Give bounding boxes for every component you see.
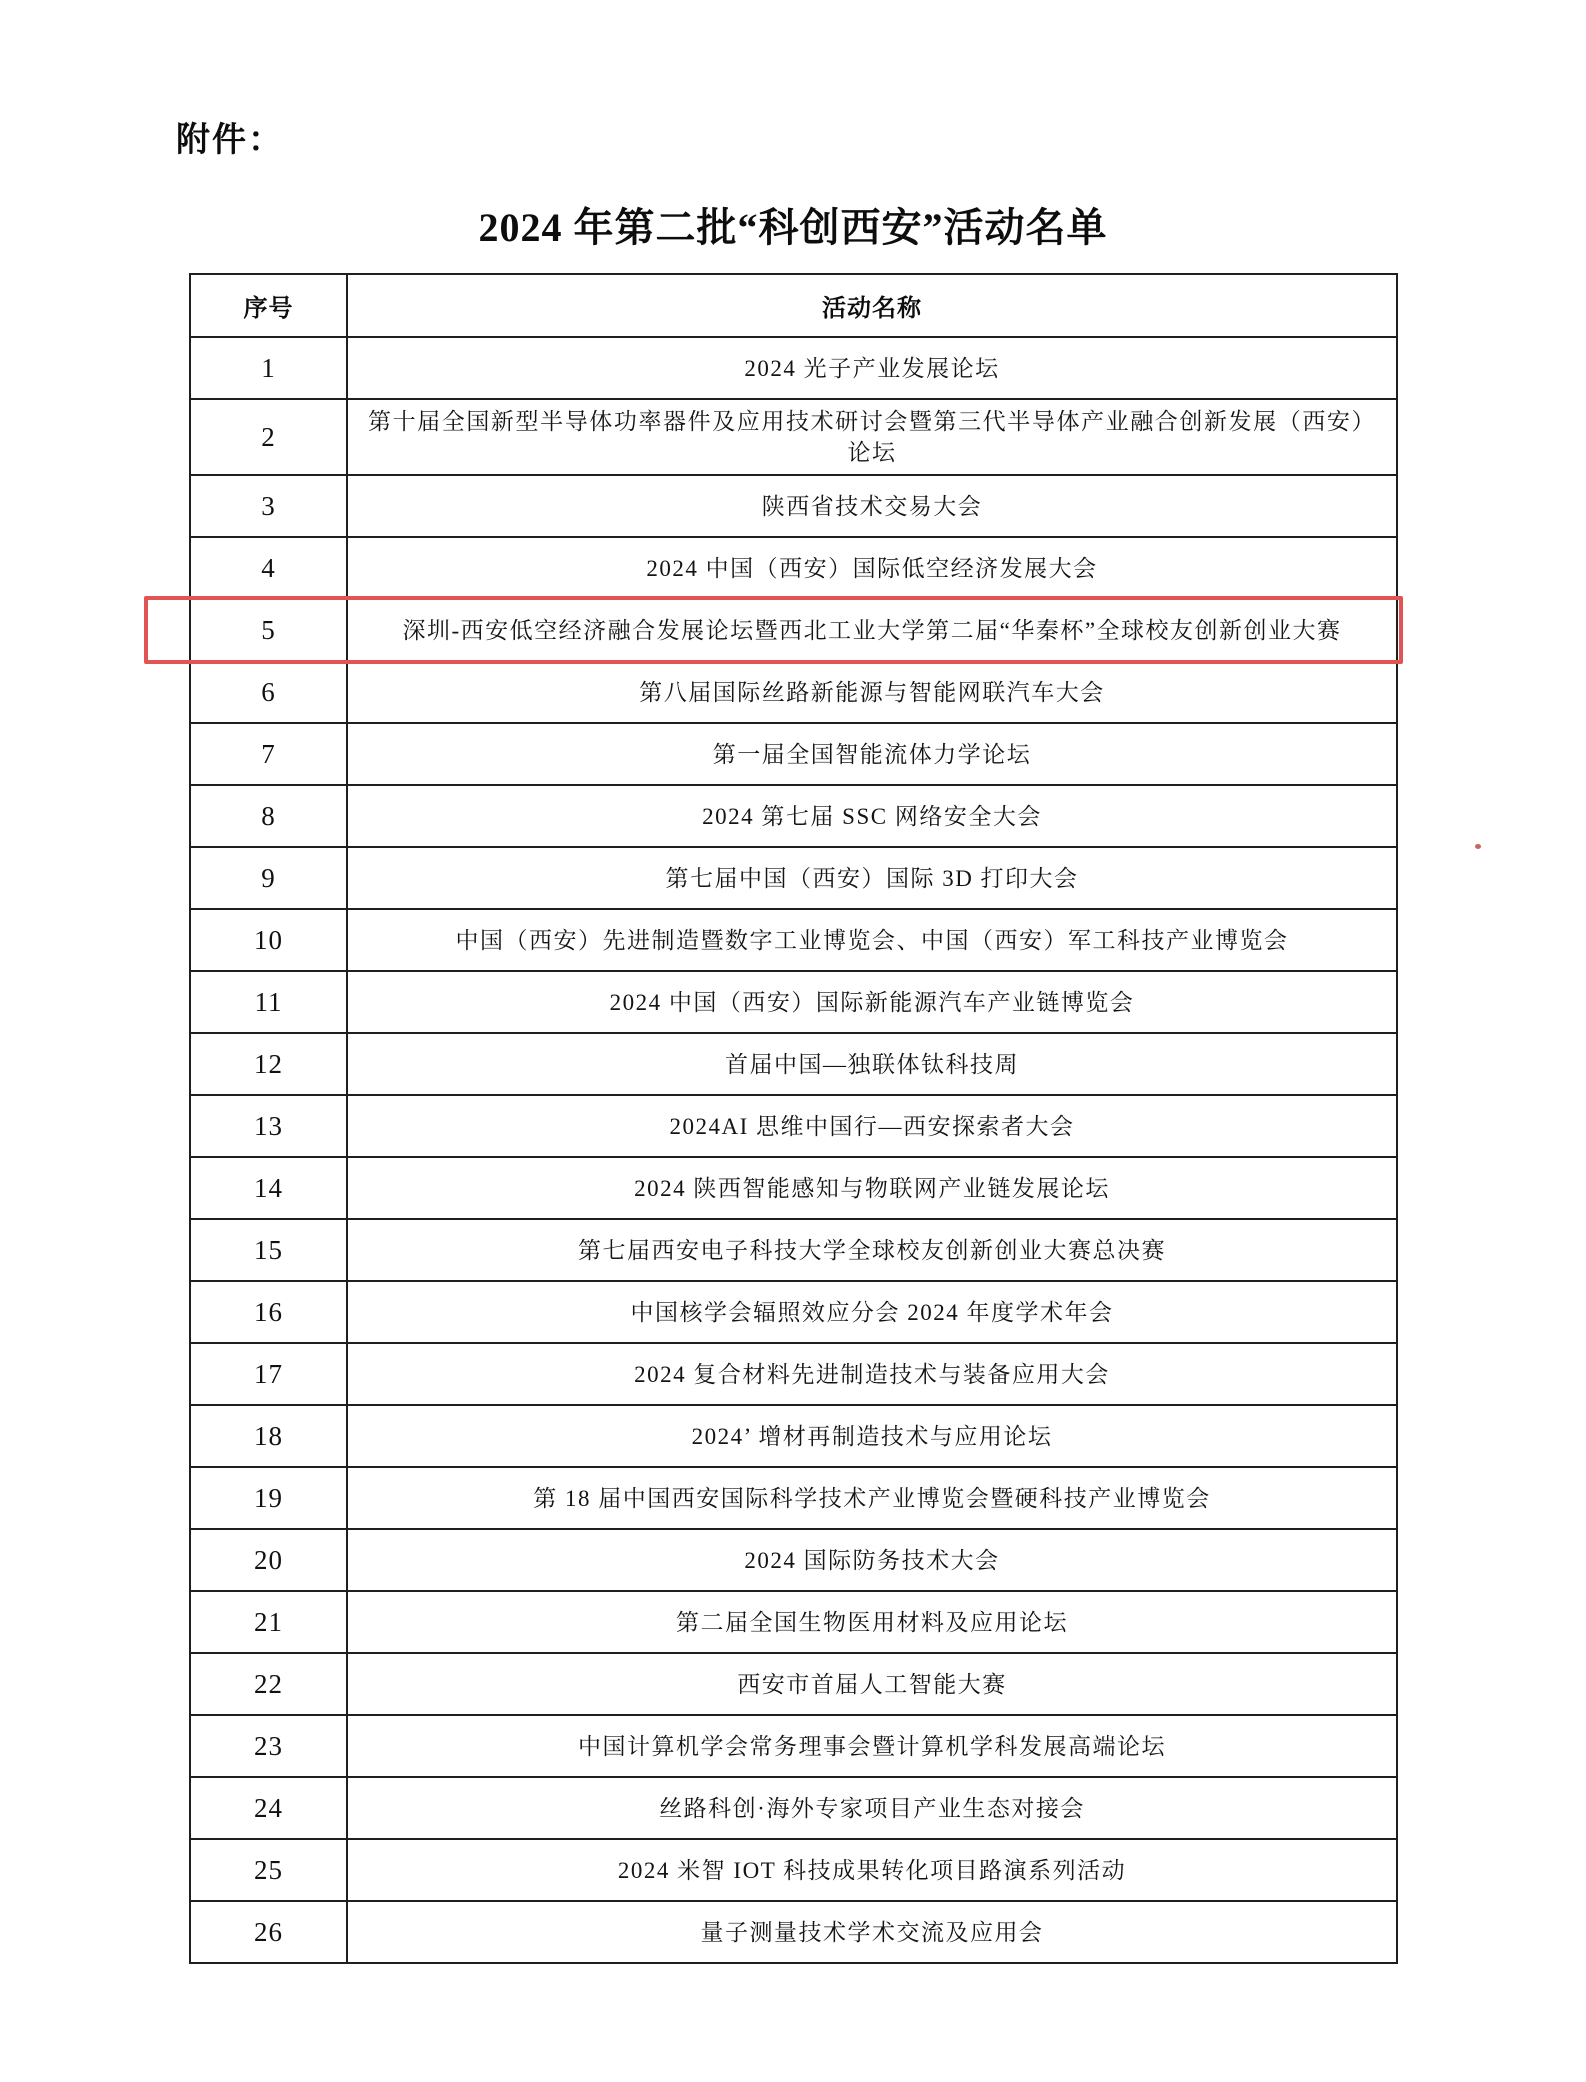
table-row <box>191 972 1396 1034</box>
activity-name-cell <box>348 848 1396 908</box>
row-number-cell: 14 <box>191 1158 348 1218</box>
table-row <box>191 1220 1396 1282</box>
activity-name-cell <box>348 476 1396 536</box>
activity-name-cell <box>348 786 1396 846</box>
activity-name-cell <box>348 1716 1396 1776</box>
row-number-cell: 25 <box>191 1840 348 1900</box>
table-row <box>191 1344 1396 1406</box>
table-row <box>191 600 1396 662</box>
row-number-cell: 20 <box>191 1530 348 1590</box>
table-row <box>191 1716 1396 1778</box>
row-number-cell: 5 <box>191 600 348 660</box>
activity-name-cell <box>348 1530 1396 1590</box>
row-number-cell: 13 <box>191 1096 348 1156</box>
activity-name-text: 丝路科创·海外专家项目产业生态对接会 <box>659 1795 1085 1821</box>
activity-name-cell <box>348 338 1396 398</box>
row-number-cell: 11 <box>191 972 348 1032</box>
page-title: 2024 年第二批“科创西安”活动名单 <box>478 205 1108 250</box>
row-number-cell: 7 <box>191 724 348 784</box>
row-number-cell: 2 <box>191 400 348 474</box>
activity-name-cell <box>348 972 1396 1032</box>
activity-name-cell <box>348 1096 1396 1156</box>
row-number-cell: 8 <box>191 786 348 846</box>
activity-name-cell <box>348 1654 1396 1714</box>
activity-name-cell <box>348 600 1396 660</box>
activity-name-text: 中国（西安）先进制造暨数字工业博览会、中国（西安）军工科技产业博览会 <box>455 927 1289 953</box>
row-number-cell: 21 <box>191 1592 348 1652</box>
activity-name-cell <box>348 1778 1396 1838</box>
activity-name-text: 量子测量技术学术交流及应用会 <box>700 1919 1044 1945</box>
row-number-cell: 15 <box>191 1220 348 1280</box>
activity-name-text: 2024 中国（西安）国际新能源汽车产业链博览会 <box>609 989 1135 1015</box>
table-row <box>191 538 1396 600</box>
row-number-cell: 24 <box>191 1778 348 1838</box>
table-row <box>191 476 1396 538</box>
activity-name-text: 2024 复合材料先进制造技术与装备应用大会 <box>634 1361 1110 1387</box>
row-number-cell: 3 <box>191 476 348 536</box>
activity-name-text: 陕西省技术交易大会 <box>761 493 983 519</box>
activity-name-cell <box>348 400 1396 474</box>
activity-name-cell <box>348 1220 1396 1280</box>
activity-name-cell <box>348 1034 1396 1094</box>
activity-name-text: 2024’ 增材再制造技术与应用论坛 <box>691 1423 1053 1449</box>
activity-name-text: 第八届国际丝路新能源与智能网联汽车大会 <box>639 679 1105 705</box>
row-number-cell: 23 <box>191 1716 348 1776</box>
activity-name-cell <box>348 1344 1396 1404</box>
table-header-row <box>191 275 1396 338</box>
activity-name-text: 第二届全国生物医用材料及应用论坛 <box>676 1609 1068 1635</box>
activity-name-text: 西安市首届人工智能大赛 <box>737 1671 1007 1697</box>
table-row <box>191 786 1396 848</box>
table-row <box>191 1530 1396 1592</box>
row-number-cell: 17 <box>191 1344 348 1404</box>
activity-name-text: 2024 第七届 SSC 网络安全大会 <box>702 803 1042 829</box>
row-number-cell: 12 <box>191 1034 348 1094</box>
activity-name-text: 第七届西安电子科技大学全球校友创新创业大赛总决赛 <box>578 1237 1166 1263</box>
table-row <box>191 662 1396 724</box>
table-row <box>191 1654 1396 1716</box>
row-number-cell: 19 <box>191 1468 348 1528</box>
table-row <box>191 1096 1396 1158</box>
activity-name-cell <box>348 1592 1396 1652</box>
table-row <box>191 1282 1396 1344</box>
activity-name-text: 深圳-西安低空经济融合发展论坛暨西北工业大学第二届“华秦杯”全球校友创新创业大赛 <box>402 617 1342 643</box>
header-number-label: 序号 <box>243 296 294 322</box>
row-number-cell: 26 <box>191 1902 348 1962</box>
activity-name-text: 2024 光子产业发展论坛 <box>744 355 1000 381</box>
header-name-label: 活动名称 <box>822 296 922 322</box>
table-row <box>191 1592 1396 1654</box>
row-number-cell: 6 <box>191 662 348 722</box>
header-cell-name <box>348 275 1396 336</box>
activity-name-text: 第十届全国新型半导体功率器件及应用技术研讨会暨第三代半导体产业融合创新发展（西安）论坛 <box>368 409 1376 465</box>
table-row <box>191 1034 1396 1096</box>
table-row <box>191 1778 1396 1840</box>
table-row <box>191 848 1396 910</box>
activity-name-text: 2024 米智 IOT 科技成果转化项目路演系列活动 <box>617 1857 1127 1883</box>
activity-name-text: 第七届中国（西安）国际 3D 打印大会 <box>665 865 1079 891</box>
activity-name-text: 第 18 届中国西安国际科学技术产业博览会暨硬科技产业博览会 <box>533 1485 1211 1511</box>
table-row <box>191 1406 1396 1468</box>
table-row <box>191 338 1396 400</box>
row-number-cell: 4 <box>191 538 348 598</box>
table-row <box>191 724 1396 786</box>
activity-name-cell <box>348 662 1396 722</box>
activity-name-cell <box>348 1902 1396 1962</box>
row-number-cell: 18 <box>191 1406 348 1466</box>
activity-name-text: 2024 中国（西安）国际低空经济发展大会 <box>646 555 1098 581</box>
activity-name-cell <box>348 1158 1396 1218</box>
table-row <box>191 1902 1396 1962</box>
row-number-cell: 22 <box>191 1654 348 1714</box>
activity-name-cell <box>348 538 1396 598</box>
activity-table <box>189 273 1398 1964</box>
activity-name-cell <box>348 910 1396 970</box>
activity-name-cell <box>348 1468 1396 1528</box>
activity-name-text: 第一届全国智能流体力学论坛 <box>712 741 1032 767</box>
row-number-cell: 1 <box>191 338 348 398</box>
row-number-cell: 16 <box>191 1282 348 1342</box>
activity-name-cell <box>348 1282 1396 1342</box>
activity-name-text: 中国核学会辐照效应分会 2024 年度学术年会 <box>630 1299 1114 1325</box>
attachment-label: 附件： <box>176 121 284 159</box>
activity-name-text: 2024 陕西智能感知与物联网产业链发展论坛 <box>634 1175 1110 1201</box>
activity-name-text: 2024 国际防务技术大会 <box>744 1547 1000 1573</box>
table-row <box>191 1158 1396 1220</box>
red-dot-mark <box>1475 844 1481 849</box>
table-row <box>191 400 1396 476</box>
activity-name-text: 2024AI 思维中国行—西安探索者大会 <box>669 1113 1075 1139</box>
header-cell-number <box>191 275 348 336</box>
activity-name-cell <box>348 1840 1396 1900</box>
activity-name-text: 首届中国—独联体钛科技周 <box>725 1051 1019 1077</box>
table-row <box>191 1468 1396 1530</box>
activity-name-cell <box>348 724 1396 784</box>
activity-name-cell <box>348 1406 1396 1466</box>
row-number-cell: 10 <box>191 910 348 970</box>
table-row <box>191 1840 1396 1902</box>
table-row <box>191 910 1396 972</box>
activity-name-text: 中国计算机学会常务理事会暨计算机学科发展高端论坛 <box>578 1733 1166 1759</box>
row-number-cell: 9 <box>191 848 348 908</box>
